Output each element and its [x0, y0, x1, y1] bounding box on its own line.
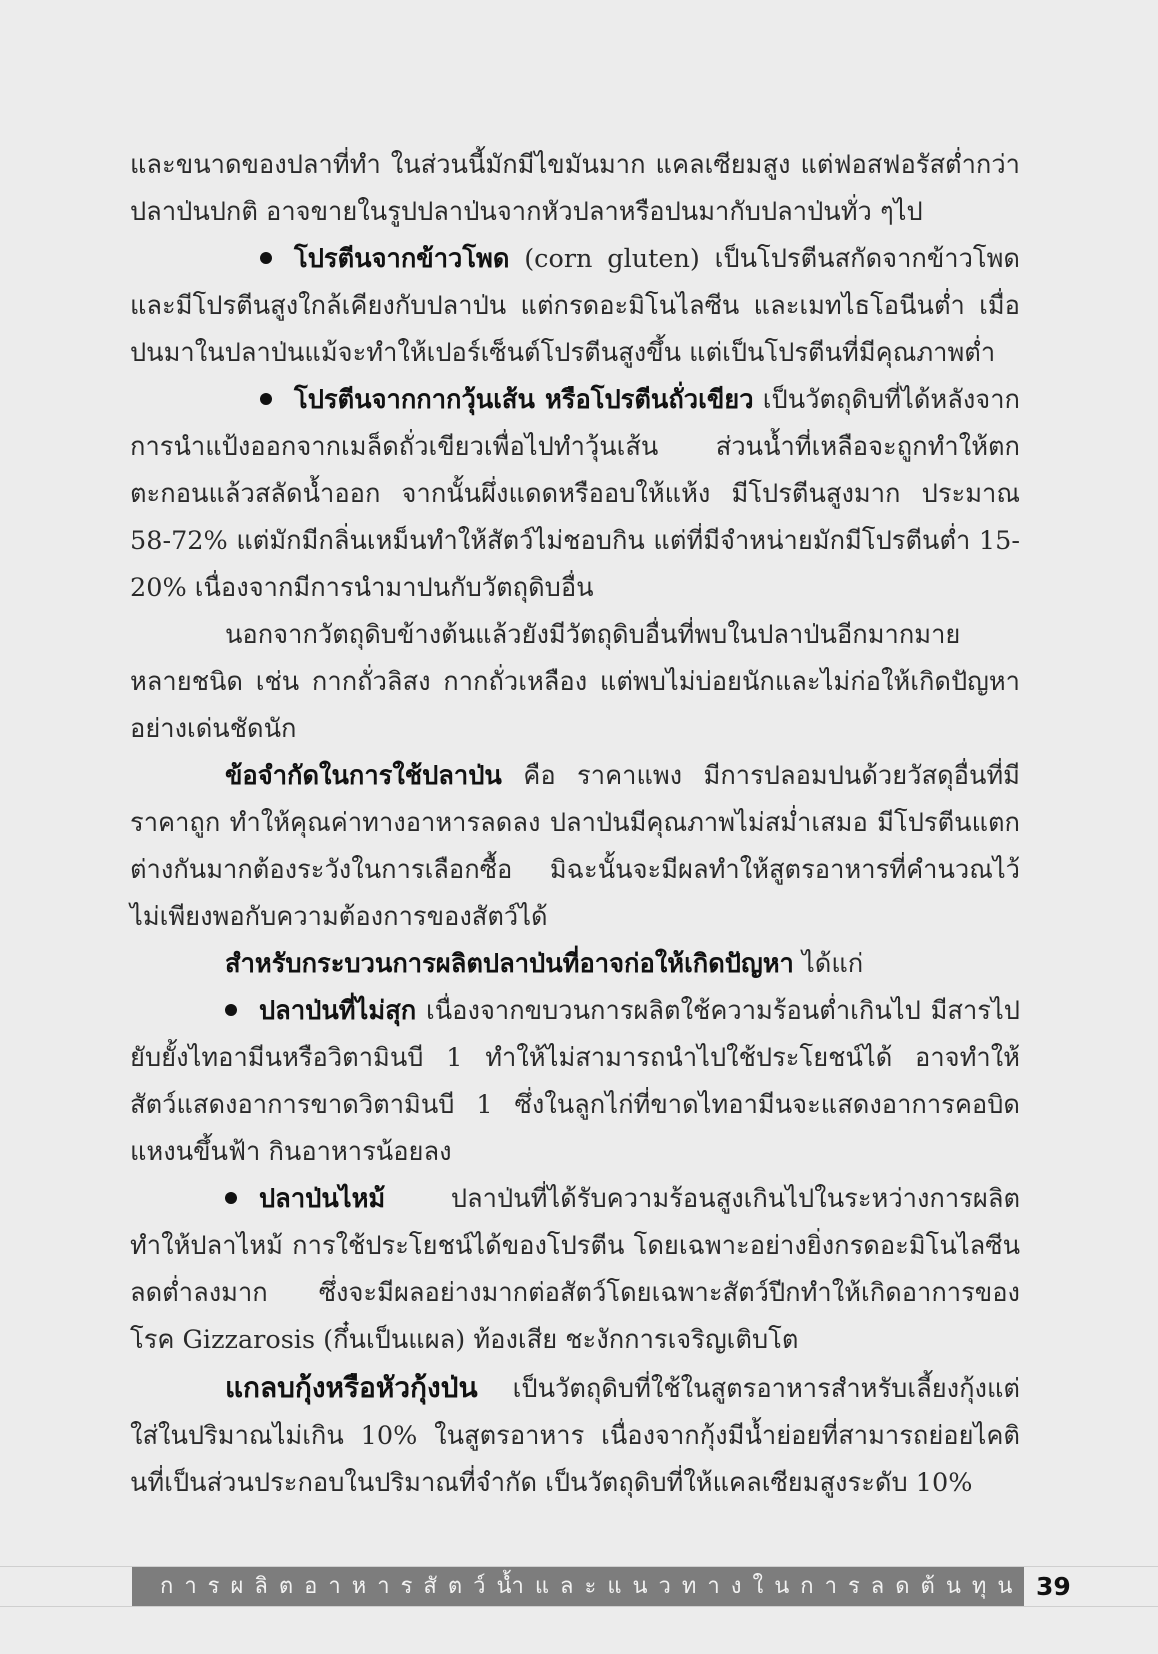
heading-burnt-fishmeal: ปลาป่นไหม้	[259, 1184, 386, 1214]
paragraph-fishmeal-limitations	[130, 753, 1020, 941]
paragraph-mungbean-protein	[130, 377, 1020, 612]
heading-mungbean-protein: โปรตีนจากกากวุ้นเส้น หรือโปรตีนถั่วเขียว	[294, 385, 754, 415]
heading-shrimp-meal: แกลบกุ้งหรือหัวกุ้งป่น	[225, 1371, 478, 1404]
paragraph-text: และขนาดของปลาที่ทำ ในส่วนนี้มักมีไขมันมาก แคลเซียมสูง แต่ฟอสฟอรัสต่ำกว่าปลาป่นปกติ อาจขายในรูปปลาป่นจากหัวปลาหรือปนมากับปลาป่นทั่ว ๆไป	[130, 150, 1020, 227]
paragraph-text: ปลาป่นที่ได้รับความร้อนสูงเกินไปในระหว่างการผลิตทำให้ปลาไหม้ การใช้ประโยชน์ได้ของโปรตีน โดยเฉพาะอย่างยิ่งกรดอะมิโนไลซีนลดต่ำลงมาก ซึ่งจะมีผลอย่างมากต่อสัตว์โดยเฉพาะสัตว์ปีกทำให้เกิดอาการของโรค Gizzarosis (กึ๋นเป็นแผล) ท้องเสีย ชะงักการเจริญเติบโต	[130, 1184, 1020, 1355]
page-body	[130, 142, 1020, 1507]
paragraph-text: ได้แก่	[793, 949, 864, 979]
paragraph-text: นอกจากวัตถุดิบข้างต้นแล้วยังมีวัตถุดิบอื่นที่พบในปลาป่นอีกมากมายหลายชนิด เช่น กากถั่วลิสง กากถั่วเหลือง แต่พบไม่บ่อยนักและไม่ก่อให้เกิดปัญหาอย่างเด่นชัดนัก	[130, 620, 1020, 744]
bullet-icon	[225, 988, 259, 1035]
paragraph-undercooked-fishmeal	[130, 988, 1020, 1176]
paragraph-corn-protein	[130, 236, 1020, 377]
heading-corn-protein: โปรตีนจากข้าวโพด	[294, 244, 510, 274]
paragraph-text: เป็นวัตถุดิบที่ใช้ในสูตรอาหารสำหรับเลี้ยงกุ้งแต่ใส่ในปริมาณไม่เกิน 10% ในสูตรอาหาร เนื่องจากกุ้งมีน้ำย่อยที่สามารถย่อยไคตินที่เป็นส่วนประกอบในปริมาณที่จำกัด เป็นวัตถุดิบที่ให้แคลเซียมสูงระดับ 10%	[130, 1374, 1020, 1498]
page-number: 39	[1036, 1572, 1071, 1601]
bullet-icon	[225, 1176, 259, 1223]
heading-undercooked-fishmeal: ปลาป่นที่ไม่สุก	[259, 996, 417, 1026]
footer-rule-bottom	[0, 1606, 1158, 1607]
paragraph-text: เป็นวัตถุดิบที่ได้หลังจากการนำแป้งออกจากเมล็ดถั่วเขียวเพื่อไปทำวุ้นเส้น ส่วนน้ำที่เหลือจะถูกทำให้ตกตะกอนแล้วสลัดน้ำออก จากนั้นผึ่งแดดหรืออบให้แห้ง มีโปรตีนสูงมาก ประมาณ 58-72% แต่มักมีกลิ่นเหม็นทำให้สัตว์ไม่ชอบกิน แต่ที่มีจำหน่ายมักมีโปรตีนต่ำ 15-20% เนื่องจากมีการนำมาปนกับวัตถุดิบอื่น	[130, 385, 1020, 603]
paragraph-burnt-fishmeal	[130, 1176, 1020, 1364]
paragraph-text: (corn gluten) เป็นโปรตีนสกัดจากข้าวโพด และมีโปรตีนสูงใกล้เคียงกับปลาป่น แต่กรดอะมิโนไลซีน และเมทไธโอนีนต่ำ เมื่อปนมาในปลาป่นแม้จะทำให้เปอร์เซ็นต์โปรตีนสูงขึ้น แต่เป็นโปรตีนที่มีคุณภาพต่ำ	[130, 244, 1020, 368]
bullet-icon	[260, 377, 294, 424]
heading-process-problems: สำหรับกระบวนการผลิตปลาป่นที่อาจก่อให้เกิดปัญหา	[225, 949, 794, 979]
paragraph-process-problems	[130, 941, 1020, 988]
bullet-icon	[260, 236, 294, 283]
paragraph-shrimp-meal	[130, 1364, 1020, 1507]
paragraph-fishmeal-types-end	[130, 142, 1020, 236]
heading-fishmeal-limitations: ข้อจำกัดในการใช้ปลาป่น	[225, 761, 502, 791]
paragraph-text: เนื่องจากขบวนการผลิตใช้ความร้อนต่ำเกินไป มีสารไปยับยั้งไทอามีนหรือวิตามินบี 1 ทำให้ไม่สามารถนำไปใช้ประโยชน์ได้ อาจทำให้สัตว์แสดงอาการขาดวิตามินบี 1 ซึ่งในลูกไก่ที่ขาดไทอามีนจะแสดงอาการคอบิดแหงนขึ้นฟ้า กินอาหารน้อยลง	[130, 996, 1020, 1167]
paragraph-other-ingredients	[130, 612, 1020, 753]
running-footer-title: การผลิตอาหารสัตว์น้ำและแนวทางในการลดต้นทุน	[132, 1567, 1024, 1606]
paragraph-text: คือ ราคาแพง มีการปลอมปนด้วยวัสดุอื่นที่มีราคาถูก ทำให้คุณค่าทางอาหารลดลง ปลาป่นมีคุณภาพไม่สม่ำเสมอ มีโปรตีนแตกต่างกันมากต้องระวังในการเลือกซื้อ มิฉะนั้นจะมีผลทำให้สูตรอาหารที่คำนวณไว้ไม่เพียงพอกับความต้องการของสัตว์ได้	[130, 761, 1020, 932]
